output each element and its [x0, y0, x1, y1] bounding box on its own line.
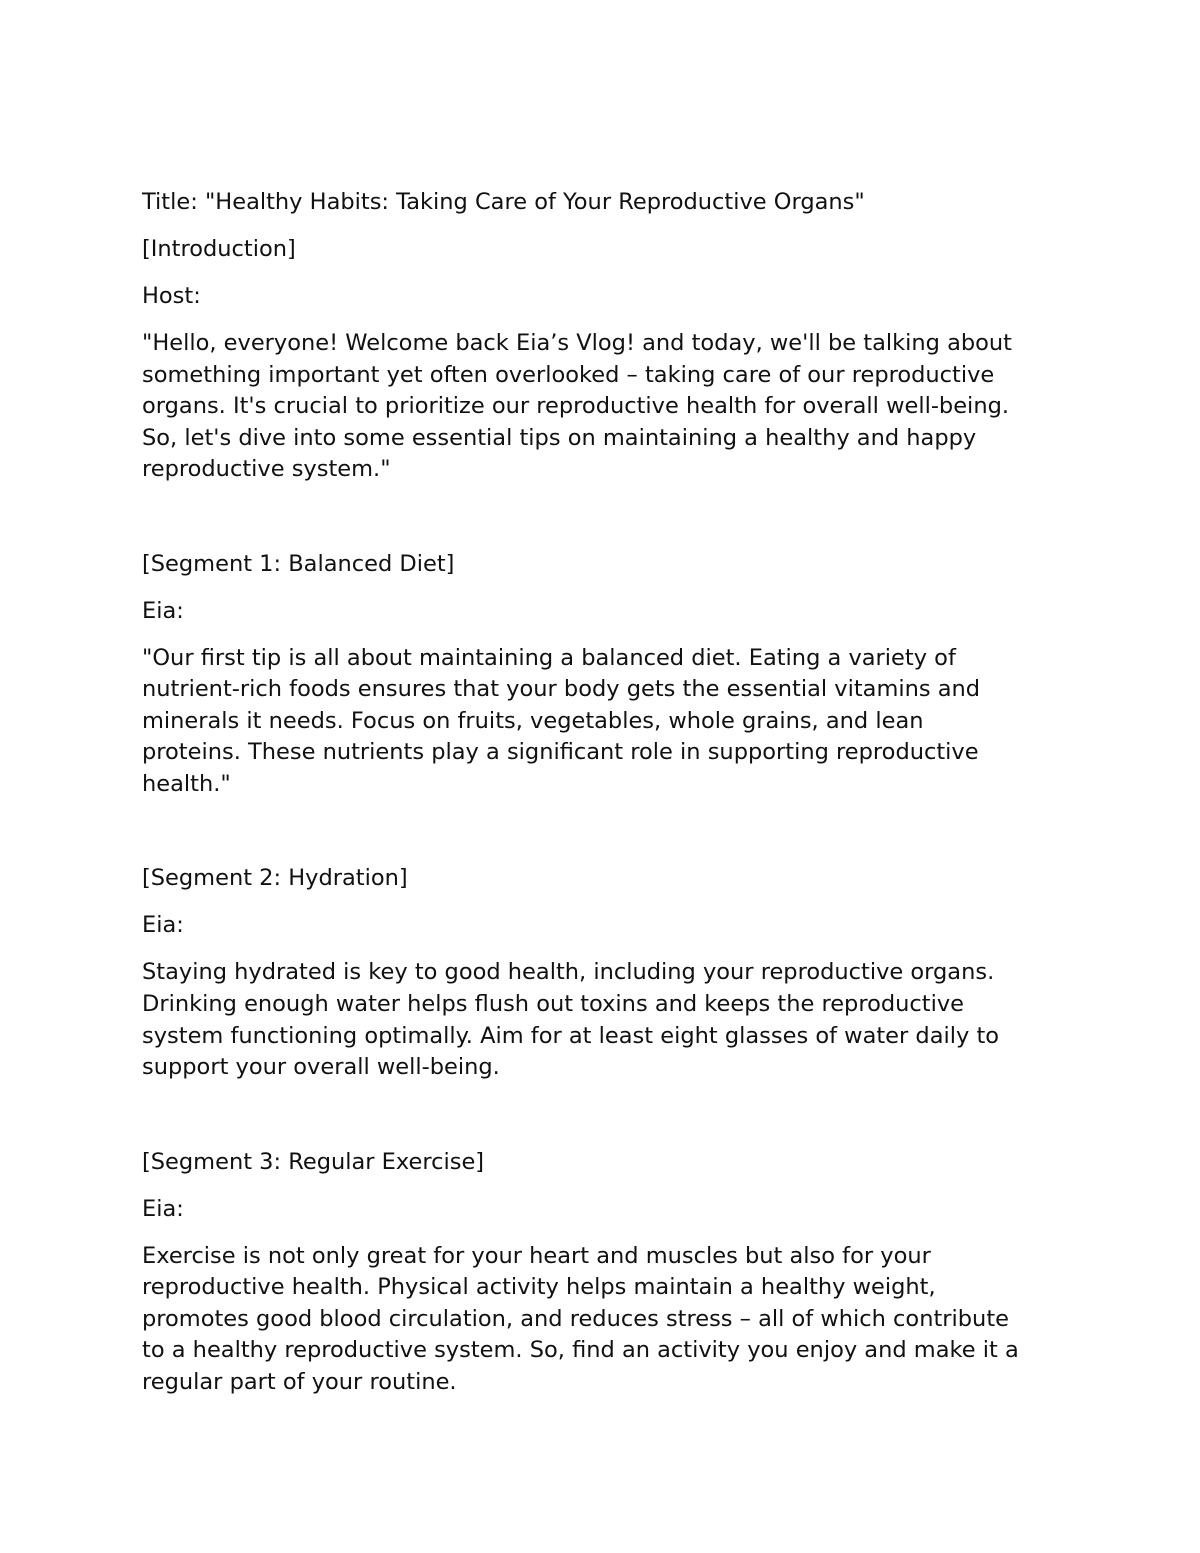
- document-body: [142, 187, 1072, 1399]
- segment3-text: Exercise is not only great for your heart and muscles but also for your reproductive health. Physical activity helps maintain a healthy weight, promotes good blood circulation, and reduces stress – all of which contribute to a healthy reproductive system. So, find an activity you enjoy and make it a regular part of your routine.: [142, 1242, 1019, 1395]
- segment3-speaker: Eia:: [142, 1195, 184, 1222]
- segment1-speaker: Eia:: [142, 597, 184, 624]
- segment1-heading: [Segment 1: Balanced Diet]: [142, 550, 455, 577]
- segment1-text: "Our first tip is all about maintaining a balanced diet. Eating a variety of nutrient-rich foods ensures that your body gets the essential vitamins and minerals it needs. Focus on fruits, vegetables, whole grains, and lean proteins. These nutrients play a significant role in supporting reproductive health.": [142, 644, 981, 798]
- introduction-speaker: Host:: [142, 282, 201, 309]
- introduction-text: "Hello, everyone! Welcome back Eia’s Vlog! and today, we'll be talking about something important yet often overlooked – taking care of our reproductive organs. It's crucial to prioritize our reproductive health for overall well-being. So, let's dive into some essential tips on maintaining a healthy and happy reproductive system.": [142, 329, 1013, 483]
- segment2-heading: [Segment 2: Hydration]: [142, 865, 408, 892]
- segment3-heading: [Segment 3: Regular Exercise]: [142, 1148, 485, 1175]
- segment2-text: Staying hydrated is key to good health, including your reproductive organs. Drinking enough water helps flush out toxins and keeps the reproductive system functioning optimally. Aim for at least eight glasses of water daily to support your overall well-being.: [142, 959, 1000, 1081]
- document-title: Title: "Healthy Habits: Taking Care of Your Reproductive Organs": [142, 189, 865, 215]
- segment2-speaker: Eia:: [142, 912, 184, 939]
- introduction-heading: [Introduction]: [142, 235, 296, 262]
